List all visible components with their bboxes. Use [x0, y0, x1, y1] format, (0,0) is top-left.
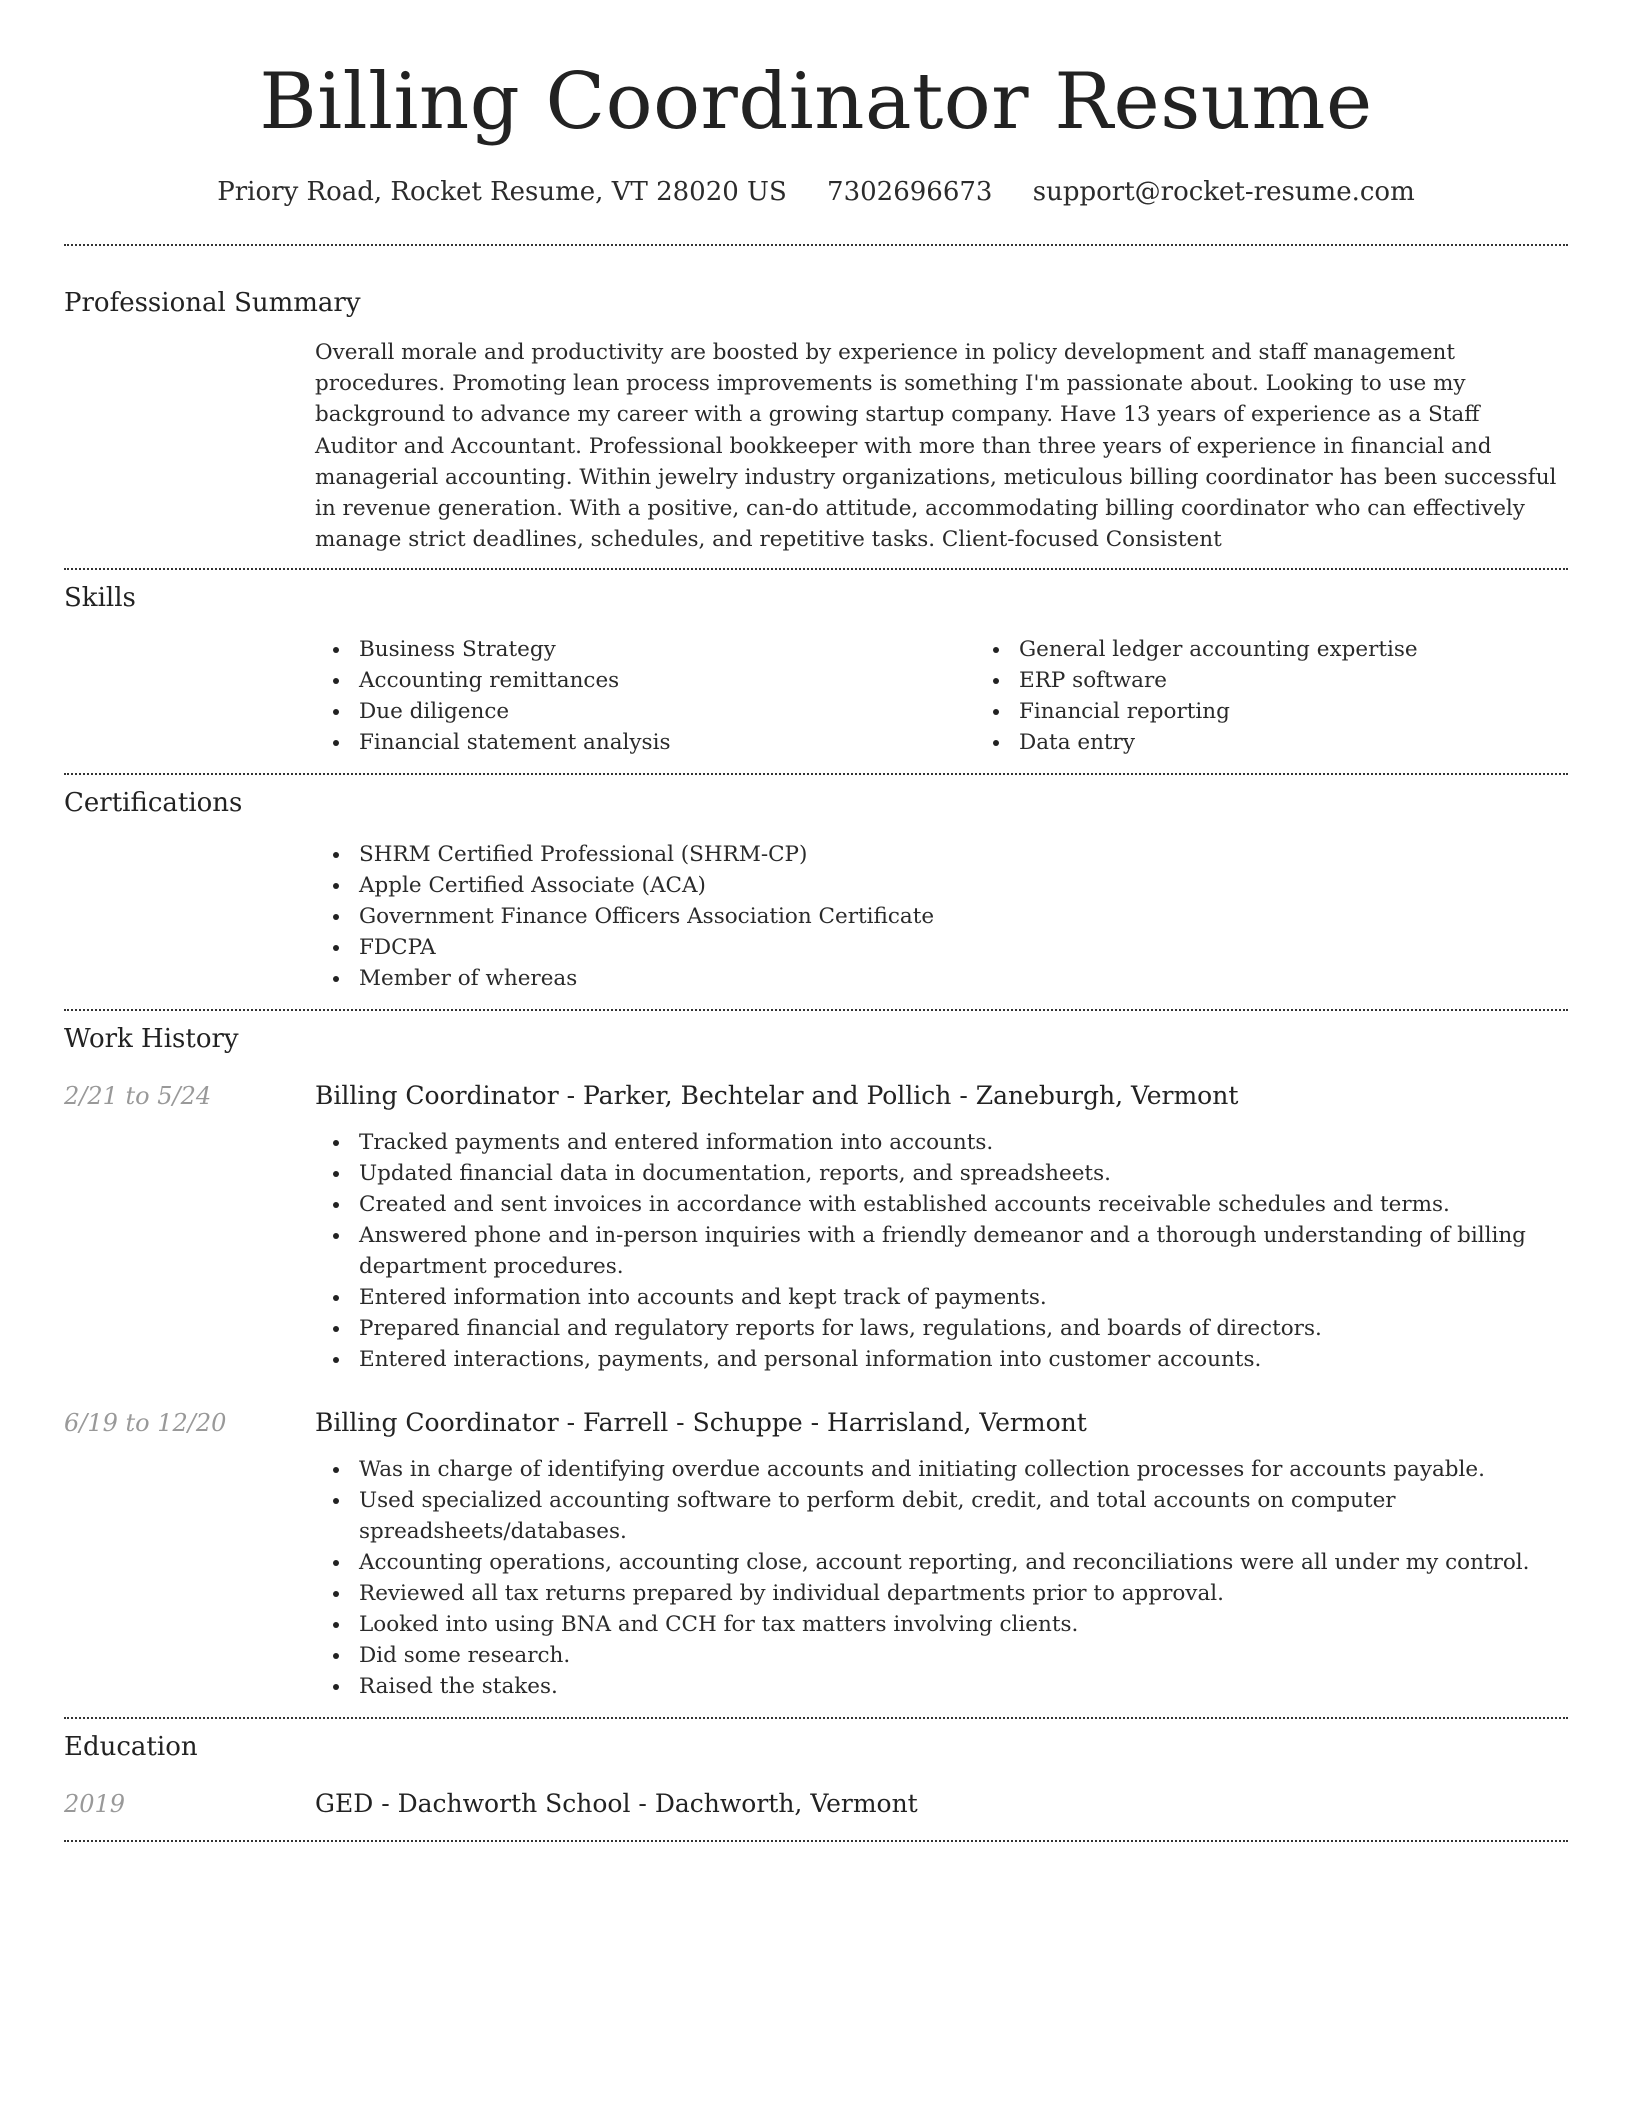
- certification-item: FDCPA: [359, 932, 1568, 963]
- education-separator: -: [630, 1789, 655, 1819]
- job-bullet: Did some research.: [359, 1640, 1568, 1671]
- skill-item: ERP software: [1019, 665, 1568, 696]
- job-entry: [64, 1406, 1568, 1440]
- certification-item: SHRM Certified Professional (SHRM-CP): [359, 839, 1568, 870]
- job-separator: -: [951, 1081, 976, 1111]
- summary-heading: Professional Summary: [64, 288, 361, 318]
- contact-line: [64, 174, 1568, 210]
- job-bullet: Accounting operations, accounting close, account reporting, and reconciliations were all under my control.: [359, 1547, 1568, 1578]
- education-location: Dachworth, Vermont: [654, 1789, 918, 1819]
- skill-item: Accounting remittances: [359, 665, 975, 696]
- section-divider: [64, 773, 1568, 775]
- certifications-heading: Certifications: [64, 788, 243, 819]
- skill-item: Due diligence: [359, 696, 975, 727]
- job-date: 6/19 to 12/20: [64, 1409, 227, 1438]
- skill-item: General ledger accounting expertise: [1019, 634, 1568, 665]
- job-heading: [315, 1079, 1238, 1113]
- summary-text: Overall morale and productivity are boosted by experience in policy development and staff management procedures. Promoting lean process improvements is something I'm passionate about. Looking to use my background to advance my career with a growing startup company. Have 13 years of experience as a Staff Auditor and Accountant. Professional bookkeeper with more than three years of experience in financial and managerial accounting. Within jewelry industry organizations, meticulous billing coordinator has been successful in revenue generation. With a positive, can-do attitude, accommodating billing coordinator who can effectively manage strict deadlines, schedules, and repetitive tasks. Client-focused Consistent: [315, 340, 1557, 553]
- skill-item: Financial statement analysis: [359, 727, 975, 758]
- section-divider: [64, 1717, 1568, 1719]
- resume-title: Billing Coordinator Resume: [259, 57, 1373, 147]
- section-divider: [64, 1840, 1568, 1842]
- contact-phone: 7302696673: [827, 177, 993, 207]
- job-company: Parker, Bechtelar and Pollich: [582, 1081, 952, 1111]
- contact-email: support@rocket-resume.com: [1032, 177, 1415, 207]
- education-heading-line: [315, 1787, 918, 1821]
- summary-section: [64, 286, 1568, 555]
- job-bullet: Tracked payments and entered information into accounts.: [359, 1127, 1568, 1158]
- job-bullet: Used specialized accounting software to perform debit, credit, and total accounts on computer spreadsheets/databases.: [359, 1485, 1568, 1547]
- job-bullet: Answered phone and in-person inquiries with a friendly demeanor and a thorough understanding of billing department procedures.: [359, 1220, 1568, 1282]
- job-bullet: Updated financial data in documentation, reports, and spreadsheets.: [359, 1158, 1568, 1189]
- education-section: [64, 1730, 1568, 1821]
- job-entry: [64, 1079, 1568, 1113]
- job-location: Harrisland, Vermont: [827, 1408, 1087, 1438]
- education-degree: GED: [315, 1789, 374, 1819]
- certifications-list: [315, 839, 1568, 994]
- job-heading: [315, 1406, 1087, 1440]
- job-bullet: Raised the stakes.: [359, 1671, 1568, 1702]
- education-date: 2019: [64, 1790, 126, 1819]
- certification-item: Government Finance Officers Association Certificate: [359, 901, 1568, 932]
- job-separator: -: [802, 1408, 828, 1438]
- work-history-section: [64, 1022, 1568, 1702]
- certification-item: Member of whereas: [359, 963, 1568, 994]
- job-separator: -: [558, 1081, 583, 1111]
- job-bullets: [315, 1454, 1568, 1702]
- education-separator: -: [373, 1789, 398, 1819]
- job-bullet: Was in charge of identifying overdue accounts and initiating collection processes for accounts payable.: [359, 1454, 1568, 1485]
- education-school: Dachworth School: [397, 1789, 631, 1819]
- skills-list-left: [315, 634, 975, 758]
- contact-address: Priory Road, Rocket Resume, VT 28020 US: [217, 177, 787, 207]
- section-divider: [64, 244, 1568, 246]
- skill-item: Business Strategy: [359, 634, 975, 665]
- education-entry: [64, 1787, 1568, 1821]
- job-title: Billing Coordinator: [315, 1081, 559, 1111]
- job-bullet: Entered information into accounts and kept track of payments.: [359, 1282, 1568, 1313]
- section-divider: [64, 1009, 1568, 1011]
- skill-item: Financial reporting: [1019, 696, 1568, 727]
- job-separator: -: [558, 1408, 583, 1438]
- job-bullet: Reviewed all tax returns prepared by individual departments prior to approval.: [359, 1578, 1568, 1609]
- skills-heading: Skills: [64, 583, 136, 614]
- job-location: Zaneburgh, Vermont: [975, 1081, 1239, 1111]
- job-bullet: Created and sent invoices in accordance with established accounts receivable schedules and terms.: [359, 1189, 1568, 1220]
- skills-section: [64, 581, 1568, 758]
- education-heading: Education: [64, 1732, 198, 1763]
- job-company: Farrell - Schuppe: [582, 1408, 803, 1438]
- job-date: 2/21 to 5/24: [64, 1082, 212, 1111]
- skill-item: Data entry: [1019, 727, 1568, 758]
- job-title: Billing Coordinator: [315, 1408, 559, 1438]
- job-bullet: Prepared financial and regulatory reports for laws, regulations, and boards of directors.: [359, 1313, 1568, 1344]
- job-bullet: Looked into using BNA and CCH for tax matters involving clients.: [359, 1609, 1568, 1640]
- certifications-section: [64, 786, 1568, 994]
- job-bullet: Entered interactions, payments, and personal information into customer accounts.: [359, 1344, 1568, 1375]
- certification-item: Apple Certified Associate (ACA): [359, 870, 1568, 901]
- job-bullets: [315, 1127, 1568, 1375]
- skills-list-right: [975, 634, 1568, 758]
- section-divider: [64, 568, 1568, 570]
- work-history-heading: Work History: [64, 1024, 239, 1055]
